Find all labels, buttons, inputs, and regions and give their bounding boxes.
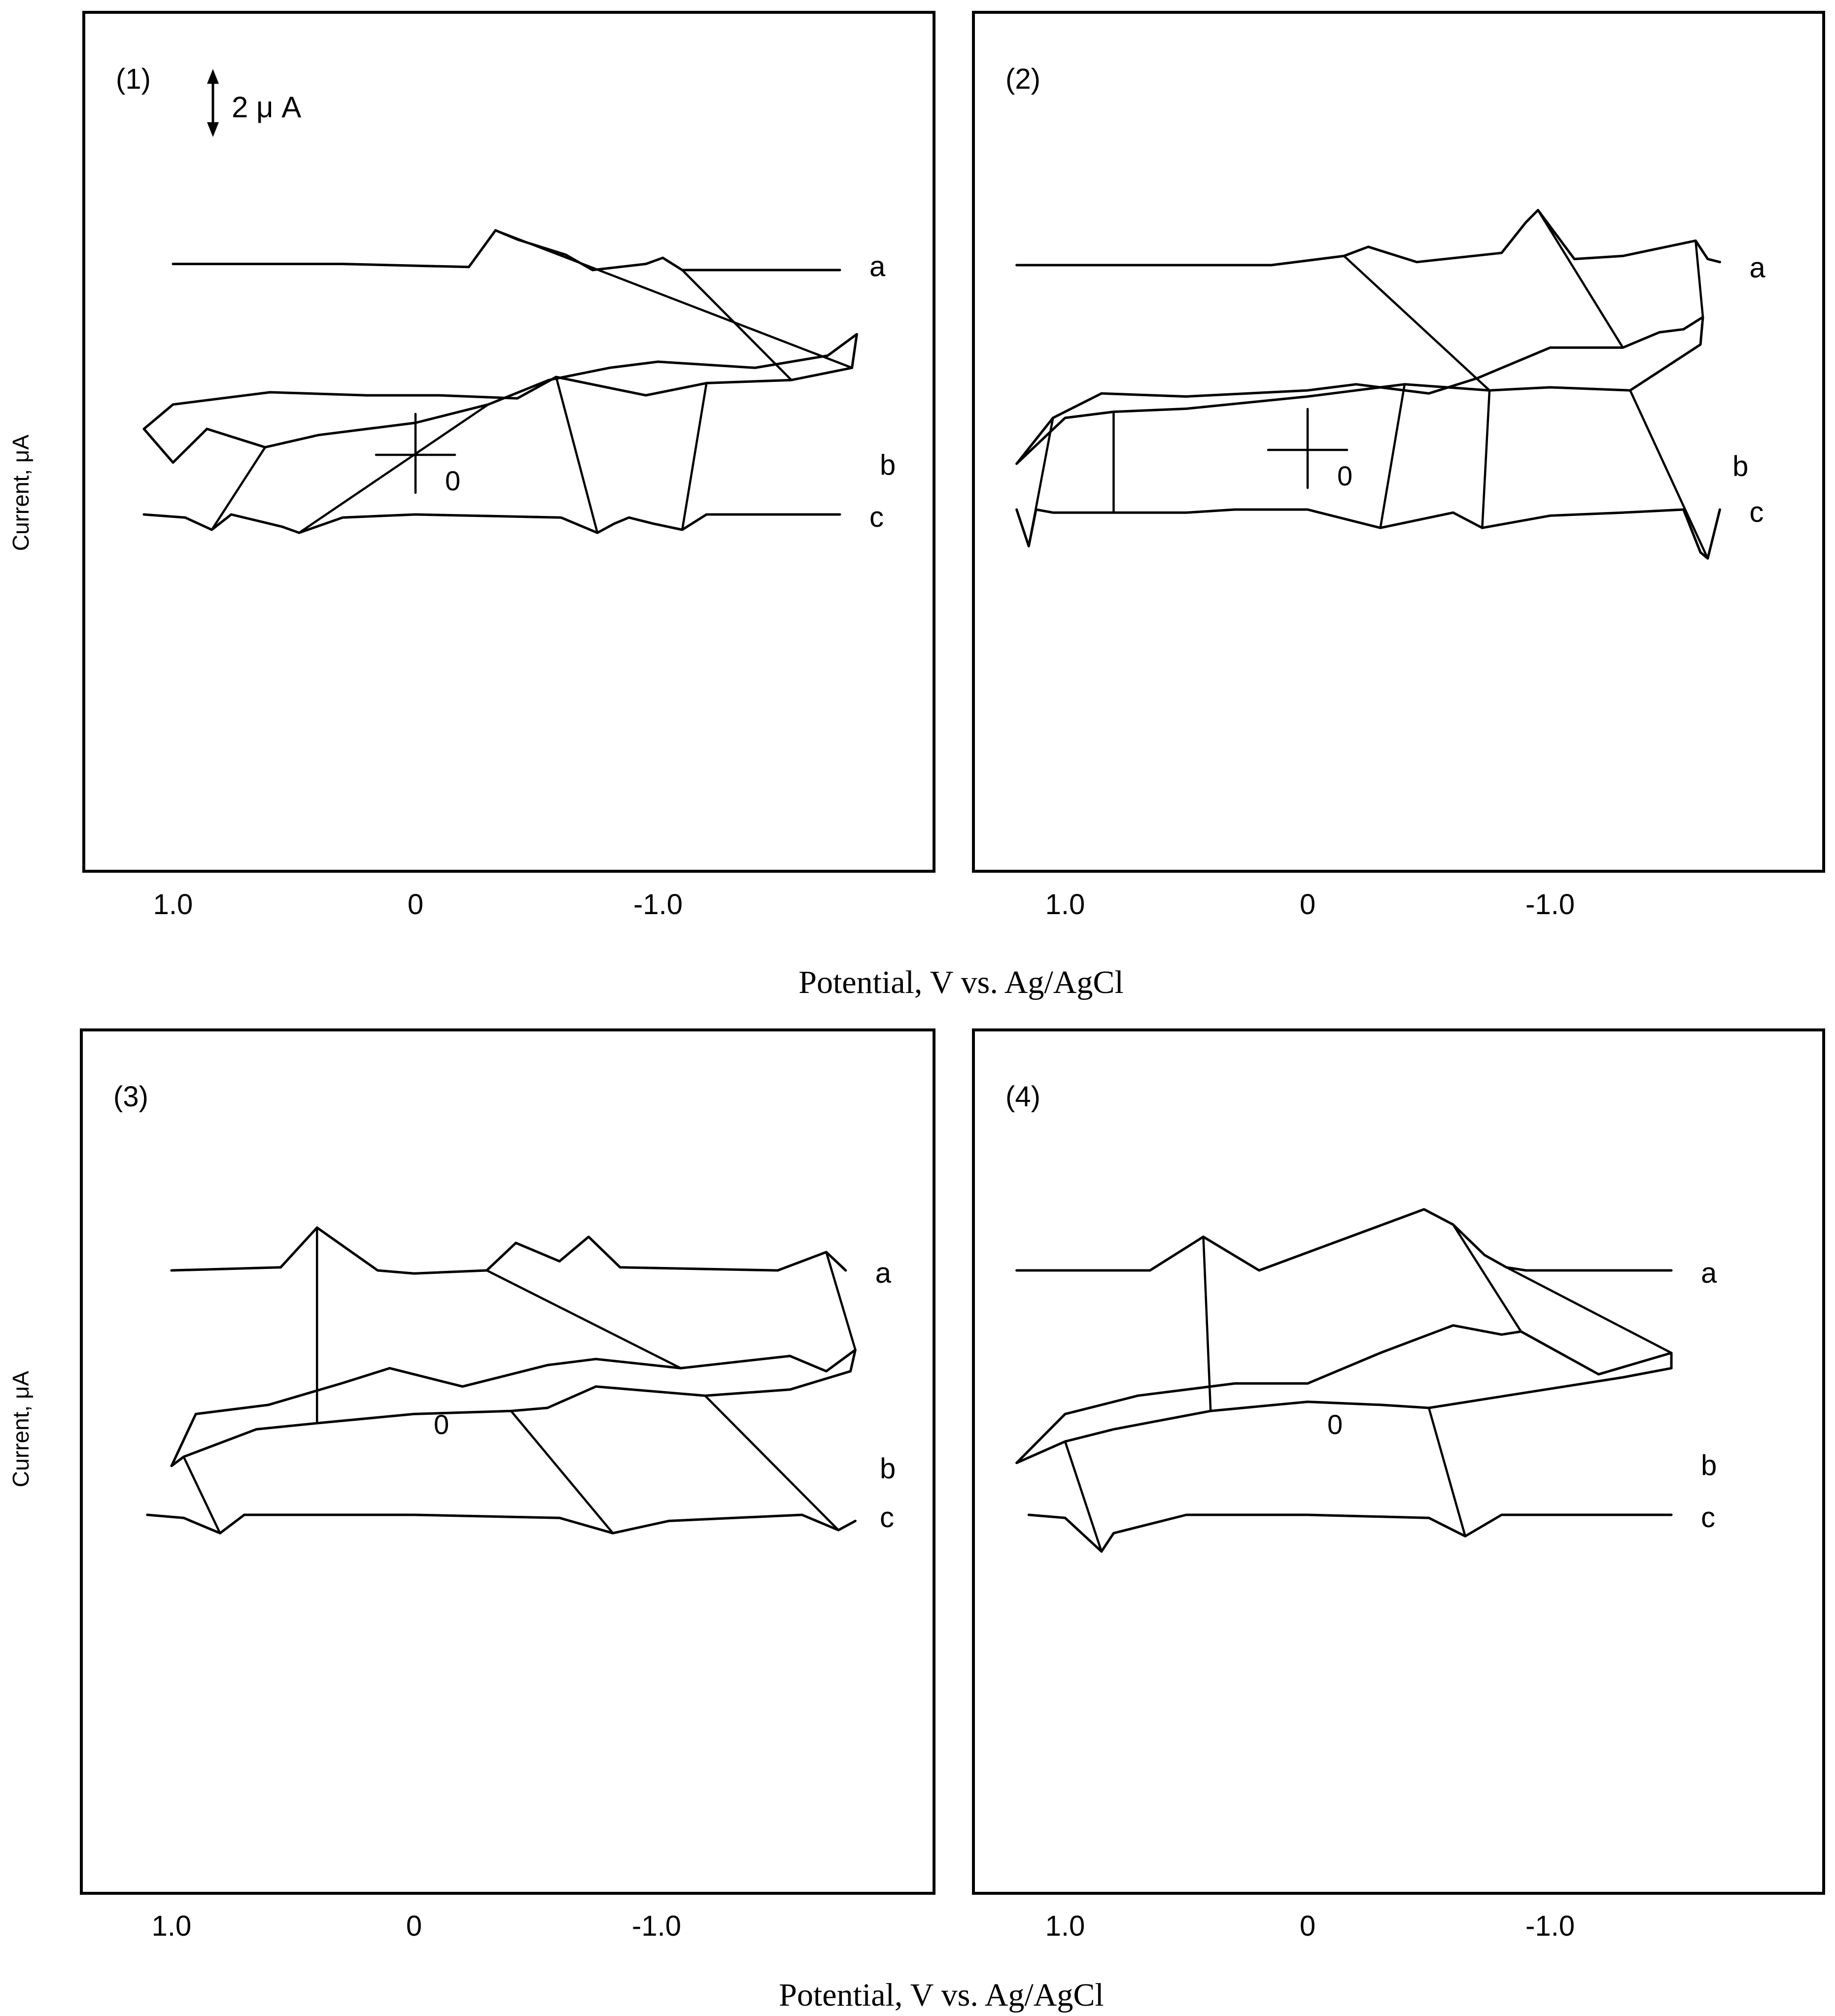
scale-bar-label: 2 μ A: [232, 91, 302, 124]
y-axis-title-top: Current, μA: [8, 434, 34, 551]
peak-guide-line: [1538, 210, 1623, 347]
peak-guide-line: [1506, 1267, 1671, 1353]
series-c-trace: [144, 514, 840, 533]
y-axis-title-bottom: Current, μA: [8, 1370, 34, 1488]
series-c-label: c: [1749, 496, 1764, 528]
peak-guide-line: [1029, 418, 1053, 546]
series-a-trace: [173, 230, 840, 270]
panel-label: (4): [1005, 1081, 1040, 1113]
series-c-label: c: [869, 501, 884, 533]
panel-label: (1): [116, 63, 151, 95]
series-a-label: a: [1701, 1257, 1717, 1289]
series-b-label: b: [880, 449, 896, 481]
x-tick-label: -1.0: [632, 1910, 681, 1942]
x-tick-label: 1.0: [1045, 888, 1085, 921]
series-a-label: a: [869, 250, 886, 283]
series-a-trace: [1017, 210, 1720, 265]
panel-4: [973, 1030, 1824, 1942]
series-a-trace: [172, 1228, 846, 1273]
plot-frame: [973, 12, 1824, 871]
peak-guide-line: [1482, 390, 1489, 528]
origin-label: 0: [1337, 460, 1353, 491]
series-b-label: b: [880, 1452, 896, 1485]
series-a-trace: [1017, 1209, 1671, 1270]
peak-guide-line: [1429, 1408, 1465, 1536]
panel-3: [81, 1030, 934, 1942]
x-tick-label: 0: [406, 1910, 422, 1942]
scale-bar: [207, 69, 301, 137]
series-c-label: c: [1701, 1502, 1715, 1534]
x-tick-label: -1.0: [1525, 1910, 1575, 1942]
series-b-label: b: [1701, 1449, 1717, 1482]
origin-label: 0: [445, 465, 461, 496]
peak-guide-line: [682, 383, 706, 530]
peak-guide-line: [1381, 384, 1405, 528]
x-tick-label: 0: [407, 888, 424, 921]
plot-frame: [973, 1030, 1824, 1893]
x-tick-label: 1.0: [151, 1910, 192, 1942]
peak-guide-line: [184, 1457, 220, 1533]
series-a-label: a: [1749, 252, 1766, 284]
x-tick-label: -1.0: [1525, 888, 1575, 921]
series-c-trace: [1029, 1515, 1671, 1551]
panel-2: [973, 12, 1824, 921]
origin-label: 0: [1327, 1409, 1343, 1440]
panel-1: [84, 12, 934, 921]
series-a-label: a: [875, 1257, 892, 1289]
x-tick-label: 0: [1299, 1910, 1316, 1942]
peak-guide-line: [1344, 256, 1489, 390]
x-tick-label: 0: [1299, 888, 1316, 921]
x-axis-title-bottom: Potential, V vs. Ag/AgCl: [779, 1977, 1104, 2013]
series-c-label: c: [880, 1502, 894, 1534]
x-tick-label: 1.0: [153, 888, 193, 921]
peak-guide-line: [1203, 1237, 1211, 1411]
series-b-trace: [144, 334, 857, 462]
plot-frame: [84, 12, 934, 871]
peak-guide-line: [1453, 1225, 1521, 1332]
series-b-trace: [1017, 317, 1703, 464]
series-b-trace: [1017, 1326, 1671, 1463]
panel-label: (3): [113, 1081, 148, 1113]
panel-label: (2): [1005, 63, 1040, 95]
peak-guide-line: [495, 230, 852, 368]
x-tick-label: 1.0: [1045, 1910, 1085, 1942]
series-c-trace: [147, 1515, 856, 1533]
series-b-label: b: [1732, 450, 1749, 482]
peak-guide-line: [1630, 390, 1707, 558]
x-axis-title-top: Potential, V vs. Ag/AgCl: [798, 964, 1124, 1000]
peak-guide-line: [487, 1270, 681, 1368]
series-c-trace: [1017, 510, 1720, 558]
peak-guide-line: [511, 1411, 613, 1533]
peak-guide-line: [556, 377, 597, 533]
origin-label: 0: [434, 1409, 450, 1440]
series-b-trace: [172, 1350, 855, 1466]
plot-frame: [81, 1030, 934, 1893]
peak-guide-line: [705, 1396, 838, 1530]
x-tick-label: -1.0: [633, 888, 683, 921]
